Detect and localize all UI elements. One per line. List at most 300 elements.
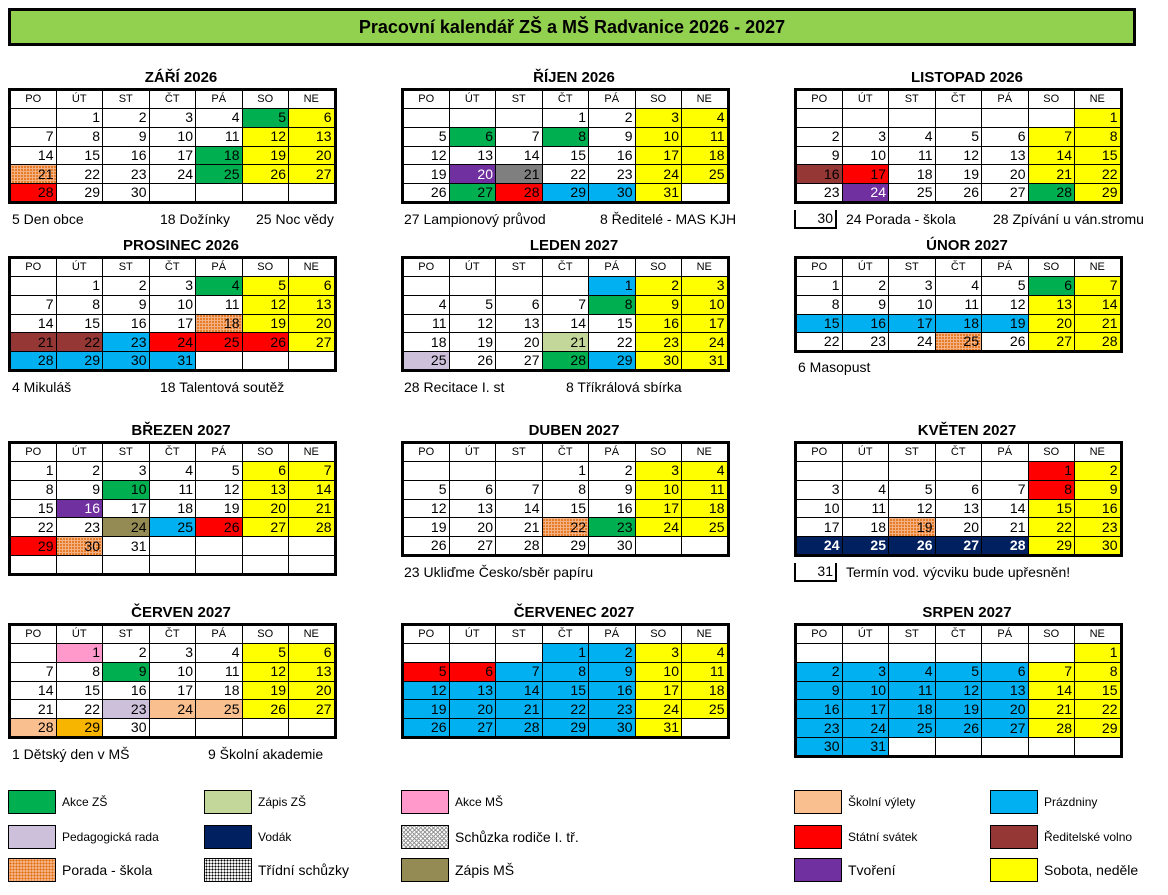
weekday-header: ÚT [449,90,496,109]
day-cell: 19 [449,333,496,352]
day-cell: 26 [242,700,289,719]
day-cell: 8 [542,480,589,499]
legend-item [8,858,152,882]
day-cell: 22 [56,333,103,352]
day-cell: 27 [496,352,543,371]
day-cell [542,277,589,296]
day-cell: 22 [589,333,636,352]
month-table [401,441,730,557]
weekday-header: NE [682,258,729,277]
day-cell: 19 [242,314,289,333]
month-title: ZÁŘÍ 2026 [144,69,218,86]
day-cell: 9 [842,295,889,314]
day-cell [449,462,496,481]
day-cell: 23 [1075,518,1122,537]
day-cell: 18 [196,681,243,700]
day-cell: 18 [403,333,450,352]
day-cell: 31 [149,352,196,371]
day-cell: 12 [935,681,982,700]
day-cell: 28 [1075,333,1122,352]
day-cell: 15 [796,314,843,333]
event-note: 23 Ukliďme Česko/sběr papíru [404,564,594,580]
day-cell: 14 [289,480,336,499]
day-cell: 12 [889,499,936,518]
day-cell: 9 [103,295,150,314]
day-cell: 2 [103,109,150,128]
day-cell: 3 [889,277,936,296]
month-table [794,88,1123,204]
day-cell [982,462,1029,481]
day-cell: 1 [10,462,57,481]
day-cell: 17 [889,314,936,333]
day-cell: 16 [589,146,636,165]
day-cell: 7 [1028,127,1075,146]
day-cell: 5 [242,277,289,296]
day-cell [889,109,936,128]
day-cell: 18 [889,700,936,719]
day-cell: 14 [10,146,57,165]
legend-swatch [204,790,252,814]
weekday-header: PO [403,90,450,109]
overflow-day-number: 31 [794,563,837,582]
day-cell: 22 [542,700,589,719]
day-cell: 18 [935,314,982,333]
day-cell [842,109,889,128]
legend-swatch [204,825,252,849]
month-table [8,256,337,372]
day-cell: 20 [982,165,1029,184]
day-cell: 17 [149,314,196,333]
day-cell: 25 [196,700,243,719]
day-cell: 10 [149,662,196,681]
day-cell: 7 [496,662,543,681]
day-cell: 5 [889,480,936,499]
day-cell: 29 [1075,184,1122,203]
legend-label: Prázdniny [1044,795,1098,809]
day-cell: 9 [796,681,843,700]
day-cell [935,462,982,481]
legend-item [8,790,107,814]
legend-item [401,790,503,814]
day-cell: 28 [10,352,57,371]
day-cell: 9 [103,662,150,681]
day-cell: 13 [935,499,982,518]
day-cell: 1 [1075,644,1122,663]
day-cell: 11 [196,295,243,314]
day-cell: 8 [589,295,636,314]
weekday-header: PÁ [982,258,1029,277]
day-cell [196,184,243,203]
day-cell: 6 [982,127,1029,146]
day-cell: 2 [589,109,636,128]
overflow-day-number: 30 [794,210,837,229]
day-cell: 23 [635,333,682,352]
day-cell [842,644,889,663]
day-cell: 28 [10,184,57,203]
day-cell: 29 [56,719,103,738]
day-cell: 31 [103,537,150,556]
weekday-header: NE [1075,443,1122,462]
day-cell: 11 [403,314,450,333]
legend-label: Zápis ZŠ [258,795,307,809]
day-cell: 16 [103,314,150,333]
day-cell: 3 [796,480,843,499]
day-cell: 2 [589,462,636,481]
day-cell [289,719,336,738]
legend-item [8,825,159,849]
day-cell [449,644,496,663]
day-cell: 30 [589,537,636,556]
day-cell: 9 [796,146,843,165]
day-cell: 22 [542,518,589,537]
day-cell: 16 [842,314,889,333]
day-cell: 24 [635,518,682,537]
event-note: 18 Dožínky [160,211,231,227]
day-cell: 26 [935,719,982,738]
day-cell: 30 [635,352,682,371]
day-cell [242,352,289,371]
day-cell: 23 [103,333,150,352]
day-cell: 19 [403,165,450,184]
legend-item [401,825,579,849]
weekday-header: PÁ [196,90,243,109]
day-cell: 14 [542,314,589,333]
day-cell: 24 [682,333,729,352]
day-cell: 5 [935,127,982,146]
day-cell: 6 [1028,277,1075,296]
weekday-header: PO [10,258,57,277]
weekday-header: ST [496,625,543,644]
day-cell: 17 [635,146,682,165]
day-cell [196,352,243,371]
day-cell: 10 [635,127,682,146]
weekday-header: SO [1028,625,1075,644]
day-cell [1028,109,1075,128]
day-cell: 14 [10,681,57,700]
weekday-header: PÁ [196,625,243,644]
legend-label: Vodák [258,830,292,844]
day-cell [449,277,496,296]
day-cell: 21 [10,165,57,184]
day-cell: 24 [889,333,936,352]
weekday-header: ČT [935,258,982,277]
day-cell: 30 [56,537,103,556]
legend-swatch [401,825,449,849]
day-cell: 14 [496,681,543,700]
day-cell: 2 [103,644,150,663]
day-cell: 1 [56,277,103,296]
day-cell: 8 [1075,662,1122,681]
day-cell: 18 [682,146,729,165]
day-cell: 10 [796,499,843,518]
day-cell: 12 [242,662,289,681]
day-cell: 7 [10,295,57,314]
day-cell: 21 [1028,700,1075,719]
month-table [8,623,337,739]
day-cell: 15 [542,146,589,165]
day-cell: 10 [635,662,682,681]
day-cell: 4 [196,644,243,663]
legend-label: Akce ZŠ [62,795,108,809]
day-cell [149,184,196,203]
day-cell [682,184,729,203]
day-cell [796,462,843,481]
legend-item [990,825,1132,849]
weekday-header: NE [289,258,336,277]
day-cell: 11 [682,662,729,681]
day-cell: 25 [149,518,196,537]
day-cell [149,537,196,556]
day-cell [242,537,289,556]
day-cell [196,555,243,574]
legend-swatch [794,858,842,882]
weekday-header: ÚT [842,625,889,644]
legend-swatch [8,825,56,849]
day-cell: 27 [449,537,496,556]
day-cell: 29 [56,184,103,203]
legend-label: Schůzka rodiče I. tř. [455,829,579,845]
day-cell: 5 [403,662,450,681]
legend-swatch [794,790,842,814]
day-cell: 27 [289,700,336,719]
day-cell: 22 [1075,165,1122,184]
weekday-header: PO [796,443,843,462]
day-cell: 27 [289,165,336,184]
weekday-header: PÁ [196,443,243,462]
day-cell: 2 [635,277,682,296]
day-cell: 24 [635,165,682,184]
day-cell [449,109,496,128]
day-cell: 10 [635,480,682,499]
day-cell [56,555,103,574]
legend-label: Tvoření [848,862,896,878]
day-cell: 3 [682,277,729,296]
day-cell: 8 [542,127,589,146]
day-cell: 16 [796,165,843,184]
day-cell [242,719,289,738]
day-cell: 16 [103,681,150,700]
day-cell: 28 [542,352,589,371]
day-cell: 2 [796,662,843,681]
day-cell: 18 [889,165,936,184]
day-cell: 19 [242,146,289,165]
day-cell: 5 [982,277,1029,296]
day-cell: 26 [242,333,289,352]
day-cell: 20 [289,146,336,165]
day-cell: 24 [103,518,150,537]
day-cell: 7 [1075,277,1122,296]
day-cell: 18 [682,499,729,518]
day-cell: 10 [149,127,196,146]
day-cell: 10 [149,295,196,314]
month-title: ČERVEN 2027 [131,604,231,621]
day-cell: 29 [542,719,589,738]
day-cell: 26 [889,537,936,556]
day-cell: 11 [149,480,196,499]
day-cell: 18 [196,314,243,333]
day-cell: 23 [589,518,636,537]
day-cell: 4 [682,462,729,481]
day-cell: 25 [403,352,450,371]
weekday-header: NE [682,443,729,462]
event-note: 24 Porada - škola [846,211,956,227]
weekday-header: PÁ [589,258,636,277]
weekday-header: PÁ [589,90,636,109]
day-cell: 17 [149,681,196,700]
day-cell: 23 [842,333,889,352]
month-table [8,88,337,204]
day-cell: 3 [635,462,682,481]
day-cell: 21 [10,333,57,352]
day-cell: 8 [56,662,103,681]
day-cell: 14 [496,499,543,518]
day-cell: 13 [449,499,496,518]
day-cell: 25 [889,719,936,738]
weekday-header: ÚT [842,258,889,277]
legend-item [204,825,291,849]
day-cell [682,719,729,738]
day-cell: 17 [635,499,682,518]
day-cell: 15 [1075,146,1122,165]
day-cell: 5 [196,462,243,481]
day-cell: 14 [1028,146,1075,165]
day-cell [796,644,843,663]
event-note: 9 Školní akademie [208,746,324,762]
day-cell: 11 [196,127,243,146]
day-cell: 23 [56,518,103,537]
day-cell: 5 [449,295,496,314]
day-cell: 24 [635,700,682,719]
day-cell [289,555,336,574]
day-cell: 2 [842,277,889,296]
day-cell: 15 [56,681,103,700]
weekday-header: ST [496,443,543,462]
legend-swatch [8,790,56,814]
page-title: Pracovní kalendář ZŠ a MŠ Radvanice 2026 - 2027 [8,8,1136,46]
month-table [794,256,1123,353]
day-cell: 20 [935,518,982,537]
day-cell [682,537,729,556]
day-cell: 12 [196,480,243,499]
day-cell: 12 [982,295,1029,314]
day-cell: 11 [682,480,729,499]
weekday-header: ÚT [56,625,103,644]
day-cell: 15 [1075,681,1122,700]
day-cell: 17 [149,146,196,165]
day-cell: 25 [196,333,243,352]
legend-label: Školní výlety [848,795,916,809]
day-cell: 13 [1028,295,1075,314]
day-cell [982,737,1029,756]
weekday-header: ST [496,258,543,277]
legend-item [990,790,1097,814]
day-cell [935,109,982,128]
day-cell: 9 [56,480,103,499]
day-cell [1028,644,1075,663]
weekday-header: ČT [149,258,196,277]
legend-label: Akce MŠ [455,795,504,809]
day-cell: 29 [542,184,589,203]
day-cell: 15 [1028,499,1075,518]
month-title: LEDEN 2027 [529,237,619,254]
day-cell: 27 [449,184,496,203]
weekday-header: PO [10,625,57,644]
day-cell: 7 [542,295,589,314]
day-cell: 6 [449,127,496,146]
day-cell: 24 [149,165,196,184]
day-cell: 29 [542,537,589,556]
day-cell: 4 [889,662,936,681]
day-cell: 4 [196,277,243,296]
day-cell: 3 [149,644,196,663]
day-cell: 16 [589,681,636,700]
day-cell: 21 [496,165,543,184]
day-cell: 5 [403,480,450,499]
legend-swatch [990,790,1038,814]
day-cell: 24 [149,333,196,352]
day-cell: 9 [589,480,636,499]
day-cell: 19 [982,314,1029,333]
weekday-header: ST [103,625,150,644]
day-cell: 13 [496,314,543,333]
day-cell: 6 [449,480,496,499]
day-cell: 20 [496,333,543,352]
day-cell [889,462,936,481]
day-cell: 15 [56,146,103,165]
weekday-header: PÁ [589,443,636,462]
day-cell: 31 [842,737,889,756]
day-cell: 8 [796,295,843,314]
weekday-header: ST [496,90,543,109]
event-note: Termín vod. výcviku bude upřesněn! [846,564,1071,580]
day-cell: 15 [542,499,589,518]
day-cell: 3 [149,109,196,128]
day-cell: 12 [242,295,289,314]
day-cell: 24 [149,700,196,719]
day-cell: 17 [842,700,889,719]
day-cell: 12 [403,146,450,165]
event-note: 8 Ředitelé - MAS KJH [600,211,737,227]
day-cell: 13 [449,146,496,165]
day-cell: 7 [982,480,1029,499]
day-cell: 11 [889,146,936,165]
weekday-header: SO [242,90,289,109]
day-cell: 11 [842,499,889,518]
day-cell: 23 [589,700,636,719]
day-cell: 20 [449,518,496,537]
month-table [794,623,1123,758]
day-cell: 2 [103,277,150,296]
day-cell: 23 [796,719,843,738]
month-table [8,441,337,576]
day-cell: 20 [449,700,496,719]
day-cell: 1 [542,462,589,481]
day-cell: 25 [842,537,889,556]
legend-swatch [8,858,56,882]
weekday-header: ST [889,258,936,277]
legend-swatch [401,858,449,882]
day-cell: 13 [289,127,336,146]
weekday-header: PÁ [982,90,1029,109]
day-cell: 6 [242,462,289,481]
day-cell: 21 [1075,314,1122,333]
day-cell: 27 [242,518,289,537]
day-cell: 26 [403,184,450,203]
weekday-header: NE [1075,90,1122,109]
day-cell [403,462,450,481]
weekday-header: ČT [935,90,982,109]
weekday-header: PÁ [982,625,1029,644]
